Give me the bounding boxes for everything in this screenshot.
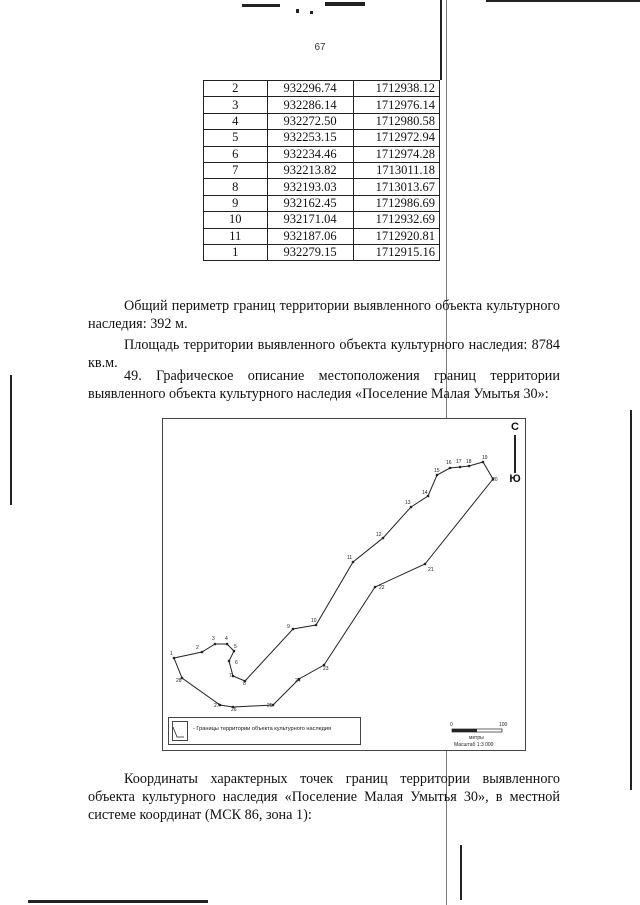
table-row (204, 212, 440, 228)
south-label: Ю (509, 473, 521, 485)
legend-label: - Границы территории объекта культурного наследия (193, 726, 332, 732)
y-coordinate-cell: 1712986.69 (353, 195, 439, 211)
point-number-cell: 2 (204, 81, 268, 97)
area-paragraph: Площадь территории выявленного объекта культурного наследия: 8784 кв.м. (88, 337, 560, 371)
point-number-cell: 11 (204, 228, 268, 244)
point-number-cell: 4 (204, 113, 268, 129)
north-arrow (514, 435, 516, 473)
table-row (204, 244, 440, 260)
y-coordinate-cell: 1712920.81 (353, 228, 439, 244)
point-label: 7 (229, 673, 232, 679)
y-coordinate-cell: 1712915.16 (353, 244, 439, 260)
y-coordinate-cell: 1713011.18 (353, 162, 439, 178)
point-label: 20 (492, 477, 498, 483)
point-label: 3 (212, 636, 215, 642)
boundary-point (468, 465, 471, 468)
point-label: 11 (347, 555, 353, 561)
point-label: 26 (231, 707, 237, 713)
point-label: 6 (235, 660, 238, 666)
point-label: 1 (170, 651, 173, 657)
boundary-point (459, 466, 462, 469)
point-label: 12 (376, 532, 382, 538)
table-row (204, 179, 440, 195)
scale-max-label: 100 (499, 722, 508, 728)
boundary-point (449, 467, 452, 470)
boundary-map (162, 418, 526, 751)
point-label: 27 (214, 703, 220, 709)
table-row (204, 113, 440, 129)
point-label: 19 (482, 455, 488, 461)
point-number-cell: 3 (204, 97, 268, 113)
point-label: 24 (295, 678, 301, 684)
legend-symbol (172, 721, 188, 741)
point-number-cell: 9 (204, 195, 268, 211)
coordinates-table (203, 80, 440, 261)
scan-mark (325, 2, 365, 6)
boundary-point (201, 651, 204, 654)
y-coordinate-cell: 1712980.58 (353, 113, 439, 129)
x-coordinate-cell: 932272.50 (267, 113, 353, 129)
map-legend (168, 717, 361, 745)
point-label: 9 (287, 624, 290, 630)
point-label: 23 (323, 666, 329, 672)
table-row (204, 146, 440, 162)
boundary-point (374, 586, 377, 589)
table-row (204, 195, 440, 211)
scale-label: Масштаб 1:3 000 (454, 742, 494, 748)
scan-bottom-line (460, 845, 462, 900)
scan-top-right-line (486, 0, 640, 2)
boundary-point (173, 657, 176, 660)
scan-left-bar (10, 375, 12, 505)
point-label: 18 (466, 459, 472, 465)
boundary-point (352, 561, 355, 564)
table-row (204, 228, 440, 244)
point-label: 15 (434, 468, 440, 474)
boundary-point (482, 461, 485, 464)
point-number-cell: 6 (204, 146, 268, 162)
x-coordinate-cell: 932162.45 (267, 195, 353, 211)
x-coordinate-cell: 932171.04 (267, 212, 353, 228)
x-coordinate-cell: 932286.14 (267, 97, 353, 113)
scan-bottom-line (28, 900, 208, 903)
scale-unit-label: метры (469, 735, 484, 741)
boundary-point (382, 537, 385, 540)
point-label: 4 (225, 636, 228, 642)
point-number-cell: 1 (204, 244, 268, 260)
x-coordinate-cell: 932296.74 (267, 81, 353, 97)
point-label: 13 (405, 500, 411, 506)
boundary-point (436, 474, 439, 477)
scale-bar-fill (452, 729, 477, 732)
table-row (204, 97, 440, 113)
x-coordinate-cell: 932193.03 (267, 179, 353, 195)
scan-vertical-line (440, 0, 442, 80)
scan-mark (310, 11, 313, 14)
scale-zero-label: 0 (450, 722, 453, 728)
y-coordinate-cell: 1712974.28 (353, 146, 439, 162)
point-number-cell: 10 (204, 212, 268, 228)
x-coordinate-cell: 932279.15 (267, 244, 353, 260)
y-coordinate-cell: 1712976.14 (353, 97, 439, 113)
y-coordinate-cell: 1713013.67 (353, 179, 439, 195)
scan-mark (296, 9, 299, 13)
boundary-point (228, 660, 231, 663)
point-number-cell: 7 (204, 162, 268, 178)
point-label: 16 (446, 460, 452, 466)
y-coordinate-cell: 1712972.94 (353, 130, 439, 146)
boundary-point (214, 643, 217, 646)
boundary-map-svg (163, 419, 527, 752)
table-row (204, 130, 440, 146)
point-label: 17 (456, 459, 462, 465)
point-label: 28 (176, 678, 182, 684)
scan-mark (242, 4, 280, 7)
y-coordinate-cell: 1712932.69 (353, 212, 439, 228)
point-label: 2 (196, 645, 199, 651)
point-label: 25 (267, 703, 273, 709)
x-coordinate-cell: 932213.82 (267, 162, 353, 178)
point-number-cell: 8 (204, 179, 268, 195)
boundary-point (424, 563, 427, 566)
x-coordinate-cell: 932253.15 (267, 130, 353, 146)
y-coordinate-cell: 1712938.12 (353, 81, 439, 97)
table-row (204, 162, 440, 178)
boundary-line (174, 462, 493, 707)
point-number-cell: 5 (204, 130, 268, 146)
x-coordinate-cell: 932234.46 (267, 146, 353, 162)
point-label: 14 (422, 490, 428, 496)
boundary-point (292, 628, 295, 631)
scan-right-bar (630, 410, 632, 790)
point-label: 22 (379, 585, 385, 591)
item-49-paragraph: 49. Графическое описание местоположения границ территории выявленного объекта культурного наследия «Поселение Малая Умытья 30»: (88, 368, 560, 402)
coordinates-intro-paragraph: Координаты характерных точек границ территории выявленного объекта культурного наследия «Поселение Малая Умытья 30», в местной системе координат (МСК 86, зона 1): (88, 771, 560, 823)
north-label: С (511, 421, 519, 433)
point-label: 8 (243, 681, 246, 687)
table-row (204, 81, 440, 97)
point-label: 21 (428, 567, 434, 573)
scan-artifact-top (230, 0, 400, 14)
point-label: 10 (311, 618, 317, 624)
page-number: 67 (314, 42, 326, 53)
x-coordinate-cell: 932187.06 (267, 228, 353, 244)
point-label: 5 (234, 644, 237, 650)
perimeter-paragraph: Общий периметр границ территории выявленного объекта культурного наследия: 392 м. (88, 298, 560, 332)
boundary-point (410, 506, 413, 509)
boundary-point (226, 643, 229, 646)
boundary-point (232, 675, 235, 678)
boundary-point (233, 650, 236, 653)
boundary-point (315, 624, 318, 627)
